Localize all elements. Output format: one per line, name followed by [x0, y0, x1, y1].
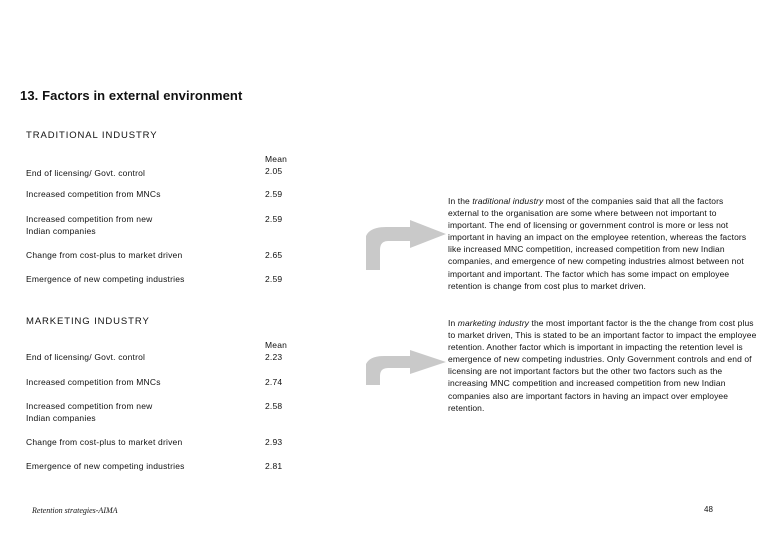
traditional-row-5-factor: Emergence of new competing industries — [26, 274, 185, 284]
traditional-industry-label: TRADITIONAL INDUSTRY — [26, 130, 158, 141]
marketing-paragraph-emphasis: marketing industry — [457, 318, 530, 328]
marketing-row-3-value: 2.58 — [265, 401, 283, 411]
traditional-paragraph-emphasis: traditional industry — [472, 196, 544, 206]
marketing-row-2-factor: Increased competition from MNCs — [26, 377, 161, 387]
traditional-row-5-value: 2.59 — [265, 274, 283, 284]
traditional-paragraph-pre: In the — [448, 196, 473, 206]
traditional-paragraph — [448, 195, 756, 292]
marketing-paragraph-pre: In — [448, 318, 458, 328]
marketing-row-5-value: 2.81 — [265, 461, 283, 471]
marketing-row-3-factor: Increased competition from new — [26, 401, 153, 411]
traditional-row-3-value: 2.59 — [265, 214, 283, 224]
traditional-row-4-factor: Change from cost-plus to market driven — [26, 250, 183, 260]
traditional-row-2-factor: Increased competition from MNCs — [26, 189, 161, 199]
page-number: 48 — [704, 505, 713, 514]
traditional-row-3-factor: Increased competition from new — [26, 214, 153, 224]
marketing-row-3-factor-line2: Indian companies — [26, 413, 96, 423]
marketing-industry-label: MARKETING INDUSTRY — [26, 316, 150, 327]
traditional-row-1-factor: End of licensing/ Govt. control — [26, 168, 146, 178]
section-heading: 13. Factors in external environment — [20, 88, 243, 103]
footer-source: Retention strategies-AIMA — [32, 506, 118, 515]
marketing-mean-label: Mean — [265, 340, 288, 350]
marketing-arrow-icon — [366, 350, 448, 385]
marketing-row-5-factor: Emergence of new competing industries — [26, 461, 185, 471]
marketing-row-4-factor: Change from cost-plus to market driven — [26, 437, 183, 447]
traditional-arrow-icon — [366, 220, 448, 270]
traditional-paragraph-post: most of the companies said that all the factors external to the organisation are some where between not important to important. The end of licensing or government control is more or less not important in having an impact on the employee retention, whereas the factors like increased MNC competition, increased competition from new Indian companies, and emergence of new competing industries almost between not important and important. The factor which has some impact on employee retention is change from cost plus to market driven. — [448, 196, 747, 291]
traditional-row-3-factor-line2: Indian companies — [26, 226, 96, 236]
traditional-row-1-value: 2.05 — [265, 166, 283, 176]
marketing-row-4-value: 2.93 — [265, 437, 283, 447]
marketing-paragraph-post: the most important factor is the the change from cost plus to market driven, This is stated to be an important factor to impact the employee retention. Another factor which is important in impacting the retention level is emergence of new competing industries. Only Government controls and end of licensing are not important factors but the other two factors such as the increasing MNC competition and increased competition from new Indian companies also are important factors in having an impact over employee retention. — [448, 318, 757, 413]
traditional-mean-label: Mean — [265, 154, 288, 164]
marketing-row-1-value: 2.23 — [265, 352, 283, 362]
marketing-paragraph — [448, 317, 758, 414]
marketing-row-2-value: 2.74 — [265, 377, 283, 387]
traditional-row-2-value: 2.59 — [265, 189, 283, 199]
traditional-row-4-value: 2.65 — [265, 250, 283, 260]
marketing-row-1-factor: End of licensing/ Govt. control — [26, 352, 146, 362]
